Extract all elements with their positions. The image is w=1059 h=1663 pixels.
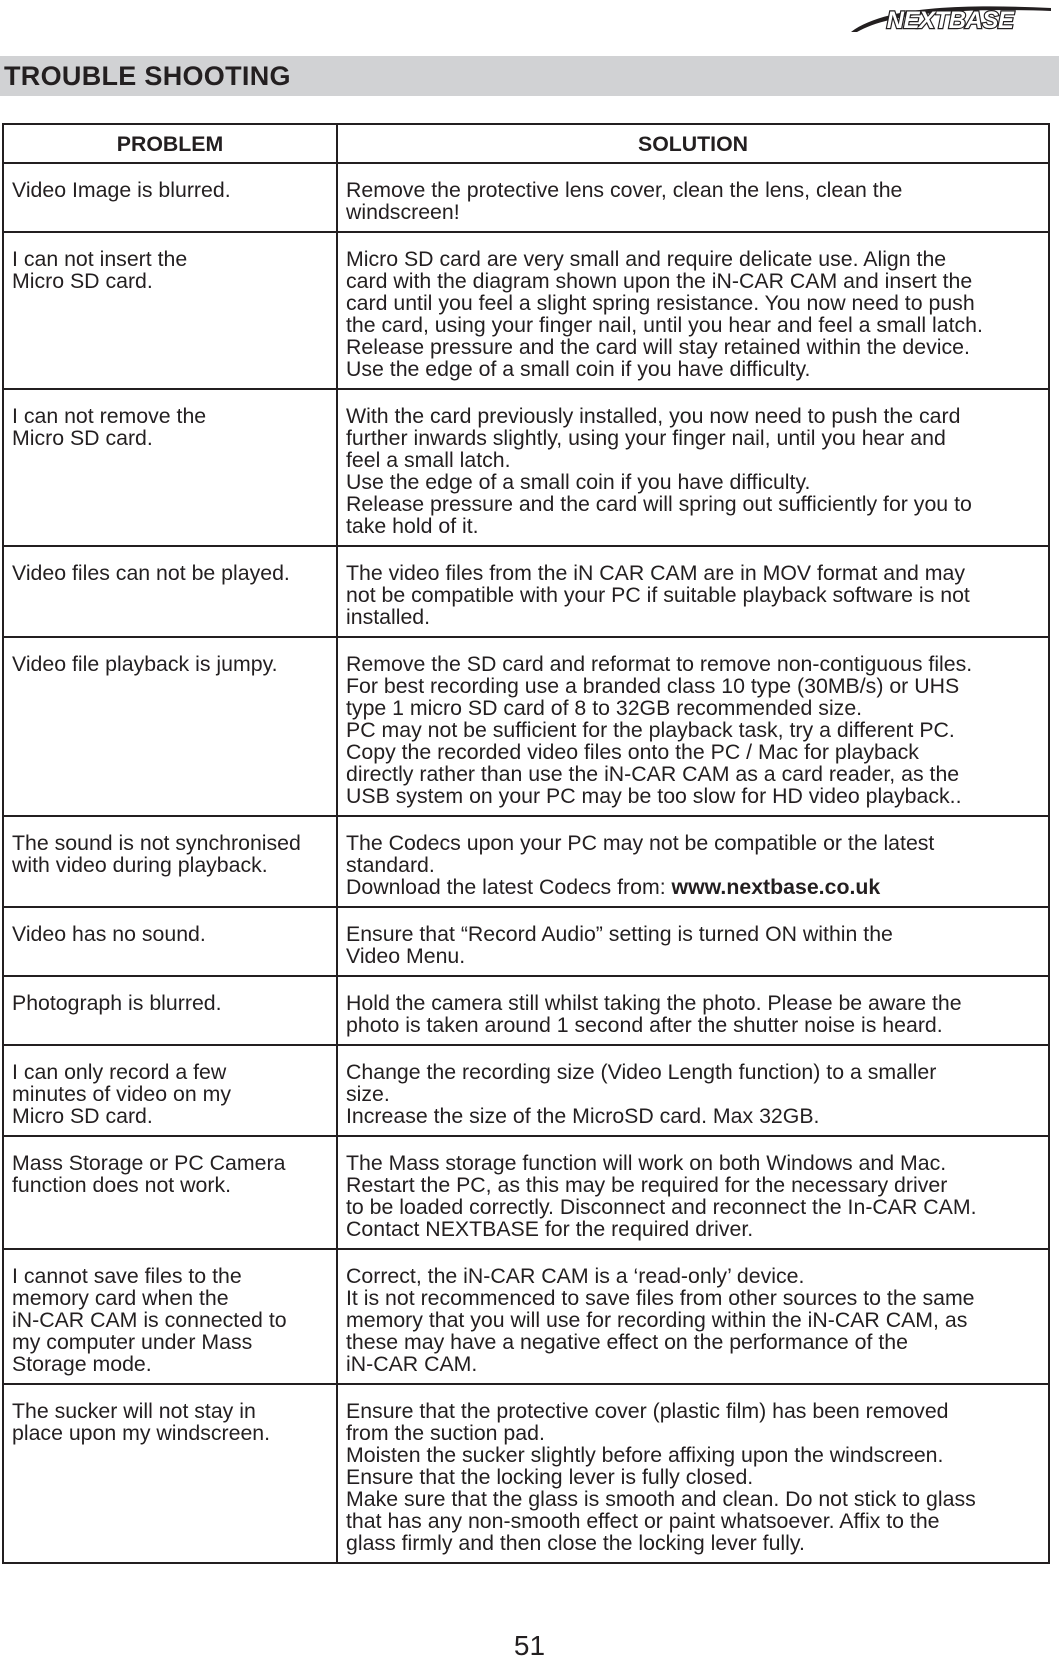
problem-text-line: Mass Storage or PC Camera bbox=[12, 1151, 286, 1175]
solution-text-line: memory that you will use for recording within the iN-CAR CAM, as bbox=[346, 1308, 968, 1332]
solution-text-line: card with the diagram shown upon the iN-CAR CAM and insert the bbox=[346, 269, 973, 293]
solution-text-line: Ensure that the locking lever is fully closed. bbox=[346, 1465, 754, 1489]
solution-text-line: photo is taken around 1 second after the shutter noise is heard. bbox=[346, 1013, 943, 1037]
solution-text-line: glass firmly and then close the locking lever fully. bbox=[346, 1531, 805, 1555]
solution-text-line: type 1 micro SD card of 8 to 32GB recommended size. bbox=[346, 696, 863, 720]
problem-cell bbox=[3, 976, 337, 1045]
section-header-bar bbox=[0, 56, 1059, 96]
solution-text-line: Use the edge of a small coin if you have difficulty. bbox=[346, 357, 811, 381]
solution-cell bbox=[337, 389, 1049, 546]
solution-cell bbox=[337, 907, 1049, 976]
problem-cell bbox=[3, 232, 337, 389]
solution-column-header: SOLUTION bbox=[337, 124, 1049, 163]
solution-cell bbox=[337, 1045, 1049, 1136]
solution-cell bbox=[337, 1136, 1049, 1249]
solution-text-line: these may have a negative effect on the performance of the bbox=[346, 1330, 908, 1354]
problem-text-line: function does not work. bbox=[12, 1173, 232, 1197]
solution-text-line: Release pressure and the card will spring out sufficiently for you to bbox=[346, 492, 972, 516]
problem-text-line: Video Image is blurred. bbox=[12, 178, 231, 202]
problem-text-line: place upon my windscreen. bbox=[12, 1421, 271, 1445]
solution-cell bbox=[337, 976, 1049, 1045]
solution-text-line: Moisten the sucker slightly before affixing upon the windscreen. bbox=[346, 1443, 944, 1467]
problem-text-line: Storage mode. bbox=[12, 1352, 152, 1376]
problem-text-line: I can only record a few bbox=[12, 1060, 227, 1084]
solution-cell bbox=[337, 637, 1049, 816]
problem-text-line: minutes of video on my bbox=[12, 1082, 231, 1106]
table-row bbox=[3, 816, 1049, 907]
problem-text-line: Video files can not be played. bbox=[12, 561, 290, 585]
solution-text-line: to be loaded correctly. Disconnect and reconnect the In-CAR CAM. bbox=[346, 1195, 977, 1219]
solution-text-line: further inwards slightly, using your finger nail, until you hear and bbox=[346, 426, 946, 450]
solution-text-line: Ensure that “Record Audio” setting is turned ON within the bbox=[346, 922, 893, 946]
problem-text-line: Video file playback is jumpy. bbox=[12, 652, 278, 676]
problem-text-line: I can not insert the bbox=[12, 247, 188, 271]
problem-cell bbox=[3, 1045, 337, 1136]
table-row bbox=[3, 232, 1049, 389]
solution-text-line: from the suction pad. bbox=[346, 1421, 545, 1445]
solution-text-line: not be compatible with your PC if suitable playback software is not bbox=[346, 583, 970, 607]
problem-text-line: my computer under Mass bbox=[12, 1330, 253, 1354]
solution-text-line: take hold of it. bbox=[346, 514, 479, 538]
solution-text-line: Correct, the iN-CAR CAM is a ‘read-only’ device. bbox=[346, 1264, 805, 1288]
solution-text-line: Contact NEXTBASE for the required driver. bbox=[346, 1217, 754, 1241]
problem-column-header: PROBLEM bbox=[3, 124, 337, 163]
problem-text-line: Micro SD card. bbox=[12, 1104, 153, 1128]
solution-text-line: Change the recording size (Video Length function) to a smaller bbox=[346, 1060, 937, 1084]
solution-cell bbox=[337, 232, 1049, 389]
table-header-row bbox=[3, 124, 1049, 163]
problem-text-line: iN-CAR CAM is connected to bbox=[12, 1308, 287, 1332]
solution-text-line: PC may not be sufficient for the playback task, try a different PC. bbox=[346, 718, 955, 742]
solution-text-line: size. bbox=[346, 1082, 390, 1106]
solution-cell bbox=[337, 1384, 1049, 1563]
nextbase-logo bbox=[845, 2, 1055, 34]
logo-text: NEXTBASE bbox=[886, 7, 1014, 34]
problem-cell bbox=[3, 546, 337, 637]
table-row bbox=[3, 546, 1049, 637]
solution-text-line: directly rather than use the iN-CAR CAM as a card reader, as the bbox=[346, 762, 960, 786]
download-line bbox=[346, 876, 1040, 898]
solution-text-line: windscreen! bbox=[346, 200, 460, 224]
problem-text-line: with video during playback. bbox=[12, 853, 268, 877]
problem-cell bbox=[3, 163, 337, 232]
problem-cell bbox=[3, 1136, 337, 1249]
table-body bbox=[3, 163, 1049, 1563]
problem-text-line: Micro SD card. bbox=[12, 269, 153, 293]
table-row bbox=[3, 907, 1049, 976]
solution-text-line: The Mass storage function will work on both Windows and Mac. bbox=[346, 1151, 947, 1175]
problem-cell bbox=[3, 1249, 337, 1384]
solution-text-line: Use the edge of a small coin if you have difficulty. bbox=[346, 470, 811, 494]
solution-text-line: Remove the protective lens cover, clean the lens, clean the bbox=[346, 178, 903, 202]
solution-text-line: The video files from the iN CAR CAM are in MOV format and may bbox=[346, 561, 965, 585]
solution-cell bbox=[337, 546, 1049, 637]
solution-text-line: the card, using your finger nail, until you hear and feel a small latch. bbox=[346, 313, 983, 337]
nextbase-website-link[interactable]: www.nextbase.co.uk bbox=[671, 875, 881, 899]
solution-text-line: Increase the size of the MicroSD card. Max 32GB. bbox=[346, 1104, 820, 1128]
solution-text-line: Release pressure and the card will stay retained within the device. bbox=[346, 335, 970, 359]
solution-text-line: that has any non-smooth effect or paint whatsoever. Affix to the bbox=[346, 1509, 940, 1533]
solution-text-line: standard. bbox=[346, 853, 435, 877]
solution-cell bbox=[337, 1249, 1049, 1384]
problem-cell bbox=[3, 389, 337, 546]
download-label: Download the latest Codecs from: bbox=[346, 875, 672, 899]
solution-text-line: The Codecs upon your PC may not be compatible or the latest bbox=[346, 831, 935, 855]
problem-text-line: Micro SD card. bbox=[12, 426, 153, 450]
solution-text-line: Ensure that the protective cover (plastic film) has been removed bbox=[346, 1399, 949, 1423]
table-row bbox=[3, 637, 1049, 816]
solution-text-line: feel a small latch. bbox=[346, 448, 511, 472]
solution-text-line: It is not recommenced to save files from other sources to the same bbox=[346, 1286, 975, 1310]
solution-text-line: iN-CAR CAM. bbox=[346, 1352, 478, 1376]
solution-text-line: Micro SD card are very small and require delicate use. Align the bbox=[346, 247, 947, 271]
table-row bbox=[3, 389, 1049, 546]
problem-text-line: I can not remove the bbox=[12, 404, 207, 428]
solution-cell bbox=[337, 816, 1049, 907]
table-row bbox=[3, 1384, 1049, 1563]
problem-text-line: Photograph is blurred. bbox=[12, 991, 222, 1015]
solution-cell bbox=[337, 163, 1049, 232]
problem-text-line: Video has no sound. bbox=[12, 922, 206, 946]
solution-text-line: For best recording use a branded class 10 type (30MB/s) or UHS bbox=[346, 674, 960, 698]
solution-text-line: Copy the recorded video files onto the PC / Mac for playback bbox=[346, 740, 919, 764]
page-number: 51 bbox=[513, 1630, 546, 1661]
problem-cell bbox=[3, 637, 337, 816]
solution-text-line: Make sure that the glass is smooth and clean. Do not stick to glass bbox=[346, 1487, 976, 1511]
solution-text-line: card until you feel a slight spring resistance. You now need to push bbox=[346, 291, 975, 315]
problem-text-line: The sucker will not stay in bbox=[12, 1399, 256, 1423]
section-title: TROUBLE SHOOTING bbox=[4, 61, 291, 91]
problem-cell bbox=[3, 1384, 337, 1563]
problem-text-line: The sound is not synchronised bbox=[12, 831, 301, 855]
solution-text-line: Hold the camera still whilst taking the photo. Please be aware the bbox=[346, 991, 962, 1015]
solution-text-line: With the card previously installed, you now need to push the card bbox=[346, 404, 961, 428]
solution-text-line: Video Menu. bbox=[346, 944, 466, 968]
problem-cell bbox=[3, 907, 337, 976]
solution-text-line: Restart the PC, as this may be required for the necessary driver bbox=[346, 1173, 948, 1197]
table-row bbox=[3, 1045, 1049, 1136]
problem-text-line: I cannot save files to the bbox=[12, 1264, 242, 1288]
solution-text-line: USB system on your PC may be too slow for HD video playback.. bbox=[346, 784, 962, 808]
table-row bbox=[3, 976, 1049, 1045]
problem-cell bbox=[3, 816, 337, 907]
table-row bbox=[3, 1136, 1049, 1249]
table-row bbox=[3, 163, 1049, 232]
solution-text-line: installed. bbox=[346, 605, 431, 629]
solution-text-line: Remove the SD card and reformat to remove non-contiguous files. bbox=[346, 652, 973, 676]
problem-text-line: memory card when the bbox=[12, 1286, 229, 1310]
table-row bbox=[3, 1249, 1049, 1384]
troubleshooting-table bbox=[2, 123, 1050, 1564]
